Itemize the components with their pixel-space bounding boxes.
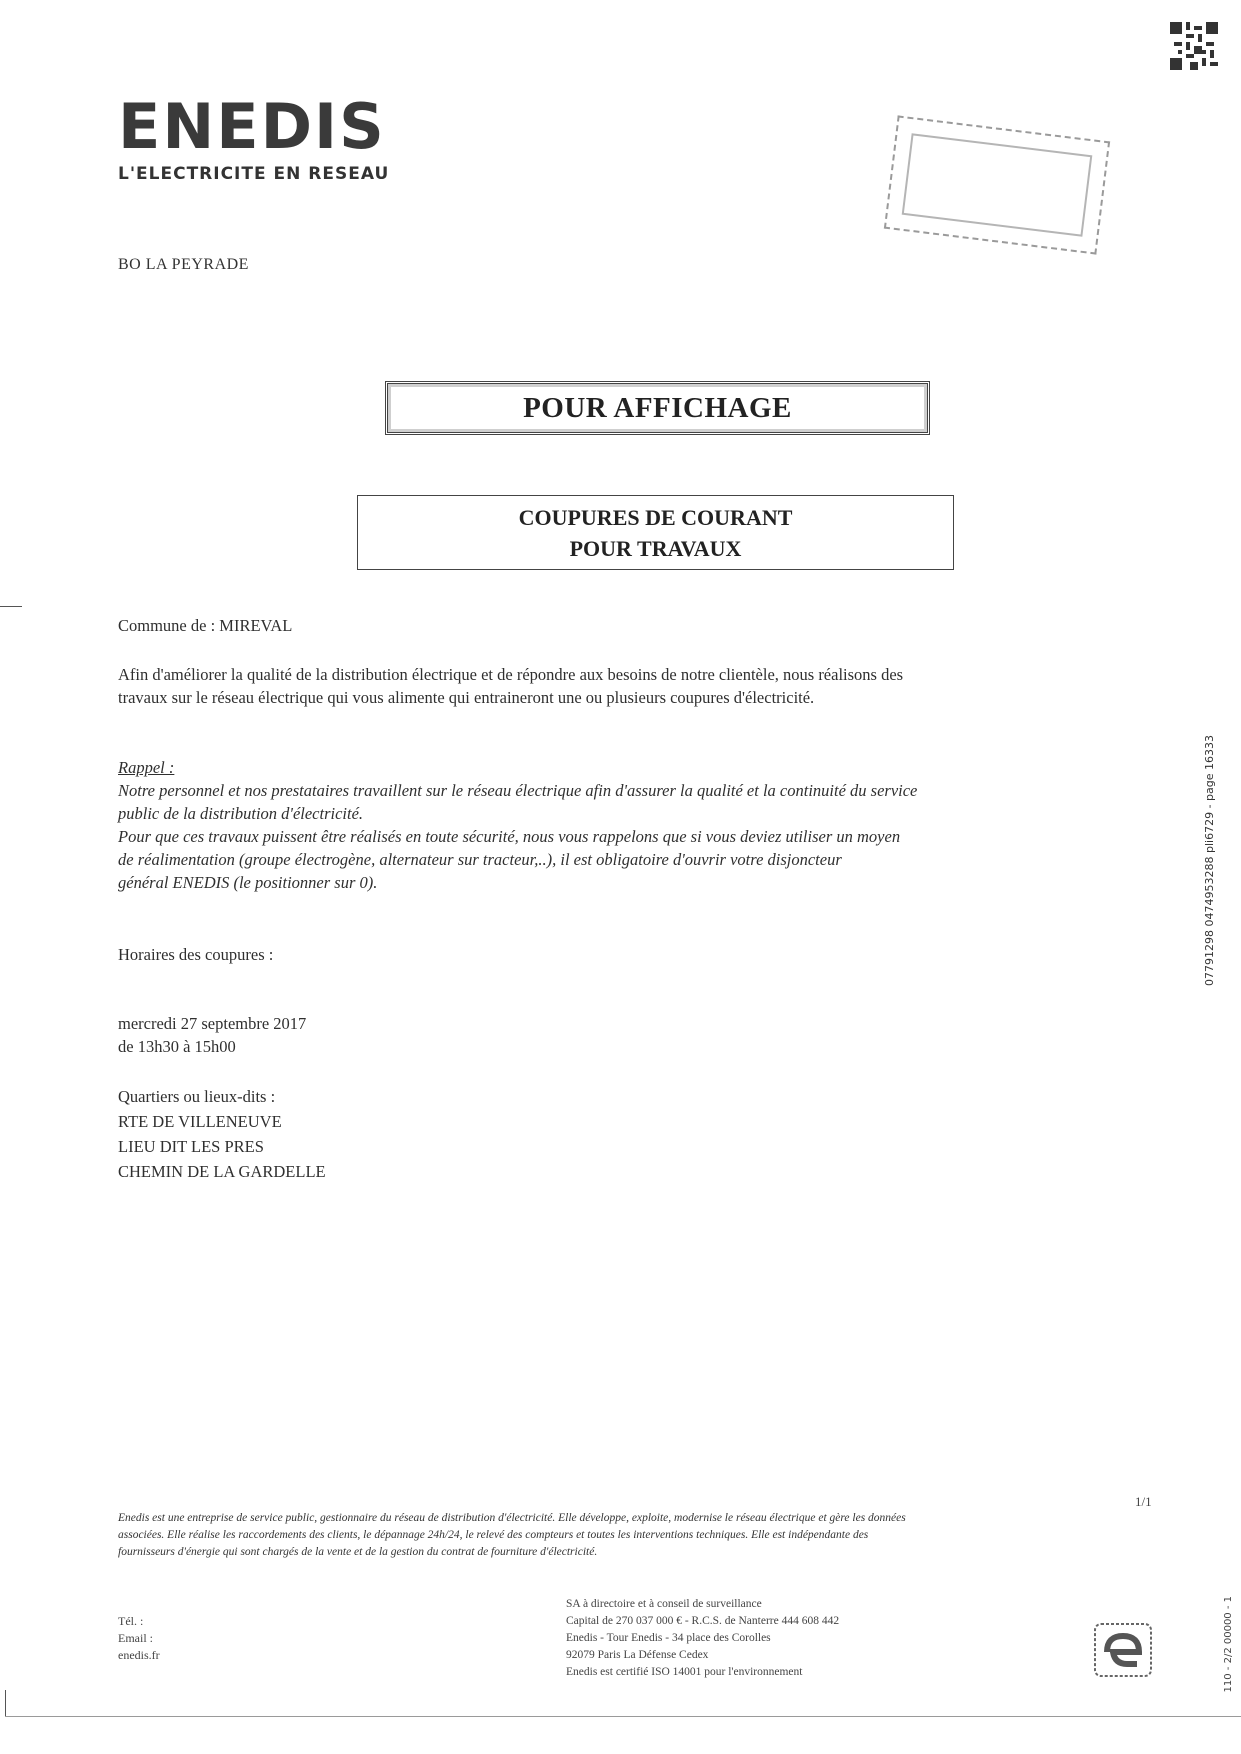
reminder-title: Rappel : <box>118 758 175 777</box>
side-reference: 07791298 0474953288 pli6729 - page 16333 <box>1203 735 1216 986</box>
area-item: RTE DE VILLENEUVE <box>118 1112 282 1131</box>
outage-title-line-1: COUPURES DE COURANT <box>518 504 793 530</box>
area-item: LIEU DIT LES PRES <box>118 1137 264 1156</box>
company-line: SA à directoire et à conseil de surveillance <box>566 1598 762 1610</box>
page-number: 1/1 <box>1135 1494 1152 1509</box>
logo-tagline: L'ELECTRICITE EN RESEAU <box>118 164 390 184</box>
received-stamp <box>884 115 1110 254</box>
schedule-time: de 13h30 à 15h00 <box>118 1037 236 1056</box>
intro-line: Afin d'améliorer la qualité de la distribution électrique et de répondre aux besoins de notre clientèle, nous réalisons des <box>118 665 904 684</box>
contact-email: Email : <box>118 1631 153 1645</box>
affected-areas <box>118 1084 326 1184</box>
area-item: CHEMIN DE LA GARDELLE <box>118 1162 326 1181</box>
legal-line: associées. Elle réalise les raccordements des clients, le dépannage 24h/24, le relevé des compteurs et toutes les interventions techniques. Elle est indépendante des <box>118 1529 869 1541</box>
intro-line: travaux sur le réseau électrique qui vous alimente qui entraineront une ou plusieurs coupures d'électricité. <box>118 688 815 707</box>
enedis-footer-logo-icon <box>1093 1622 1153 1678</box>
display-title: POUR AFFICHAGE <box>523 391 792 424</box>
display-title-box <box>385 381 930 435</box>
outage-title-line-2: POUR TRAVAUX <box>569 535 742 561</box>
schedule-heading: Horaires des coupures : <box>118 945 274 964</box>
areas-heading: Quartiers ou lieux-dits : <box>118 1087 276 1106</box>
scan-line <box>5 1716 1241 1717</box>
contact-phone: Tél. : <box>118 1614 144 1628</box>
company-line: Enedis est certifié ISO 14001 pour l'environnement <box>566 1666 803 1678</box>
outage-title-box <box>357 495 954 570</box>
scan-mark <box>0 606 22 607</box>
company-line: 92079 Paris La Défense Cedex <box>566 1649 709 1661</box>
reminder-block <box>118 756 1168 894</box>
contact-block <box>118 1613 160 1664</box>
sender-office: BO LA PEYRADE <box>118 256 249 273</box>
company-line: Capital de 270 037 000 € - R.C.S. de Nanterre 444 608 442 <box>566 1615 840 1627</box>
side-code: 110 - 2/2 00000 - 1 <box>1223 1596 1234 1693</box>
scan-mark <box>5 1690 6 1716</box>
legal-line: Enedis est une entreprise de service public, gestionnaire du réseau de distribution d'électricité. Elle développe, exploite, modernise le réseau électrique et gère les données <box>118 1512 906 1524</box>
stamp-inner-frame <box>902 133 1093 237</box>
schedule-entry <box>118 1012 306 1058</box>
legal-line: fournisseurs d'énergie qui sont chargés de la vente et de la gestion du contrat de fourniture d'électricité. <box>118 1546 598 1558</box>
intro-paragraph <box>118 663 1158 709</box>
schedule-date: mercredi 27 septembre 2017 <box>118 1014 307 1033</box>
reminder-line: Pour que ces travaux puissent être réalisés en toute sécurité, nous vous rappelons que si vous deviez utiliser un moyen <box>118 827 901 846</box>
reminder-line: de réalimentation (groupe électrogène, alternateur sur tracteur,..), il est obligatoire d'ouvrir votre disjoncteur <box>118 850 842 869</box>
legal-notice <box>118 1510 1143 1561</box>
reminder-line: général ENEDIS (le positionner sur 0). <box>118 873 378 892</box>
commune: Commune de : MIREVAL <box>118 616 293 635</box>
contact-website: enedis.fr <box>118 1648 160 1662</box>
reminder-line: public de la distribution d'électricité. <box>118 804 364 823</box>
company-line: Enedis - Tour Enedis - 34 place des Corolles <box>566 1632 771 1644</box>
company-info <box>566 1596 839 1681</box>
enedis-logo: ENEDIS <box>118 90 386 163</box>
reminder-line: Notre personnel et nos prestataires travaillent sur le réseau électrique afin d'assurer la qualité et la continuité du service <box>118 781 918 800</box>
qr-code <box>1170 22 1218 70</box>
